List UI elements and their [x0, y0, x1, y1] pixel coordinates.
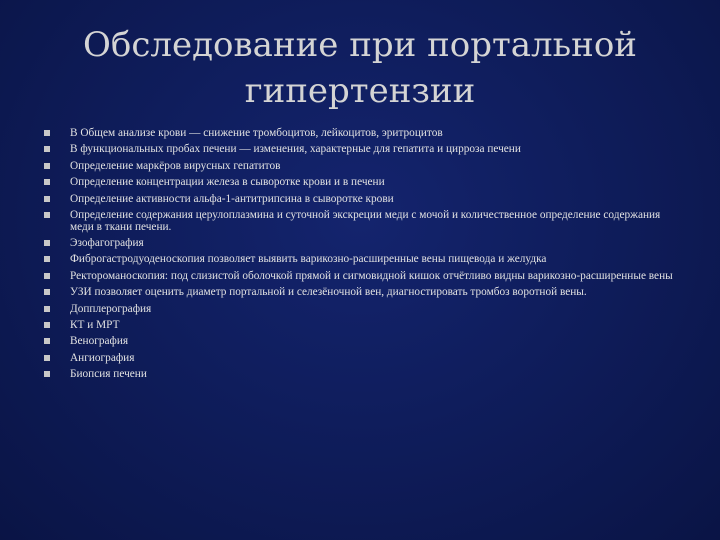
slide-title-line-1: Обследование при портальной	[83, 25, 637, 65]
square-bullet-icon	[44, 179, 50, 185]
square-bullet-icon	[44, 355, 50, 361]
list-item	[44, 128, 674, 140]
square-bullet-icon	[44, 338, 50, 344]
list-item	[44, 271, 674, 283]
list-item-text: В Общем анализе крови — снижение тромбоцитов, лейкоцитов, эритроцитов	[70, 127, 443, 139]
square-bullet-icon	[44, 212, 50, 218]
square-bullet-icon	[44, 163, 50, 169]
list-item-text: Ангиография	[70, 351, 135, 364]
list-item	[44, 210, 674, 233]
square-bullet-icon	[44, 130, 50, 136]
list-item	[44, 194, 674, 206]
list-item-text: Определение концентрации железа в сыворотке крови и в печени	[70, 176, 385, 189]
list-item	[44, 369, 674, 381]
list-item-text: Биопсия печени	[70, 368, 147, 381]
list-item-text: Допплерография	[70, 302, 152, 315]
list-item-text: Эзофагография	[70, 236, 144, 249]
list-item-text: Определение активности альфа-1-антитрипсина в сыворотке крови	[70, 192, 394, 205]
list-item	[44, 353, 674, 365]
list-item-text: В функциональных пробах печени — изменения, характерные для гепатита и цирроза печени	[70, 143, 521, 156]
slide-title-line-2: гипертензии	[244, 71, 476, 111]
list-item-text: УЗИ позволяет оценить диаметр портальной и селезёночной вен, диагностировать тромбоз воротной вены.	[70, 286, 587, 299]
list-item	[44, 144, 674, 156]
square-bullet-icon	[44, 256, 50, 262]
square-bullet-icon	[44, 322, 50, 328]
square-bullet-icon	[44, 240, 50, 246]
slide-title	[60, 22, 660, 114]
list-item	[44, 304, 674, 316]
list-item-text: Определение содержания церулоплазмина и суточной экскреции меди с мочой и количественное определение содержания меди в ткани печени.	[70, 208, 661, 233]
list-item	[44, 161, 674, 173]
list-item	[44, 320, 674, 332]
list-item	[44, 254, 674, 266]
list-item-text: Фиброгастродуоденоскопия позволяет выявить варикозно-расширенные вены пищевода и желудка	[70, 253, 547, 266]
square-bullet-icon	[44, 196, 50, 202]
square-bullet-icon	[44, 371, 50, 377]
square-bullet-icon	[44, 306, 50, 312]
square-bullet-icon	[44, 273, 50, 279]
list-item-text: КТ и МРТ	[70, 318, 120, 331]
list-item-text: Определение маркёров вирусных гепатитов	[70, 159, 281, 172]
square-bullet-icon	[44, 289, 50, 295]
list-item-text: Венография	[70, 335, 129, 348]
examination-list	[44, 128, 674, 385]
list-item	[44, 238, 674, 250]
square-bullet-icon	[44, 146, 50, 152]
list-item	[44, 287, 674, 299]
list-item	[44, 177, 674, 189]
list-item-text: Ректороманоскопия: под слизистой оболочкой прямой и сигмовидной кишок отчётливо видны варикозно-расширенные вены	[70, 269, 673, 282]
list-item	[44, 336, 674, 348]
